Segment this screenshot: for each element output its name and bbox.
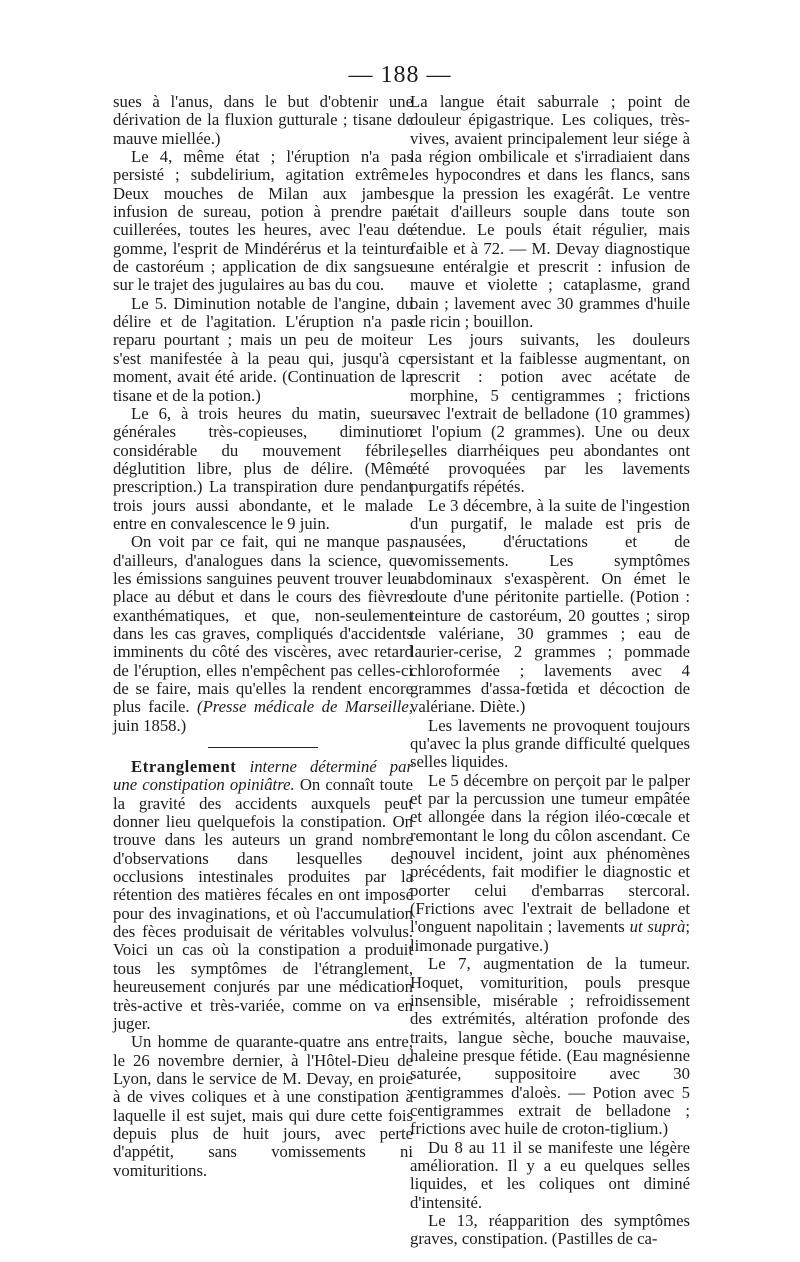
- source-date: juin 1858.): [113, 715, 187, 735]
- right-column: [410, 93, 690, 1249]
- paragraph: Le 5. Diminution notable de l'angine, du délire et de l'agitation. L'éruption n'a pas reparu pourtant ; mais un peu de moiteur s'est manifestée à la peau qui, jusqu'à ce moment, avait été aride. (Continuation de la tisane et de la potion.): [113, 293, 413, 405]
- paragraph-text-end: ; limonade purgative.): [410, 917, 691, 955]
- paragraph: Le 7, augmentation de la tumeur. Hoquet, vomiturition, pouls presque insensible, misérable ; refroidissement des extrémités, altération profonde des traits, langue sèche, bouche mauvaise, haleine presque fétide. (Eau magnésienne saturée, suppositoire avec 30 centigrammes d'aloès. — Potion avec 5 centigrammes extrait de belladone ; frictions avec huile de croton-tiglium.): [410, 954, 690, 1139]
- paragraph-with-citation: [113, 533, 413, 735]
- article-title: Etranglement: [131, 757, 237, 777]
- paragraph: [410, 772, 690, 955]
- paragraph: Le 13, réapparition des symptômes graves, constipation. (Pastilles de ca-: [410, 1210, 690, 1249]
- source-citation: (Presse médicale de Marseille,: [197, 697, 413, 717]
- article-paragraph: [113, 758, 413, 1033]
- paragraph: Du 8 au 11 il se manifeste une légère amélioration. Il y a eu quelques selles liquides, et les coliques ont diminé d'intensité.: [410, 1137, 690, 1212]
- paragraph: Les jours suivants, les douleurs persistant et la faiblesse augmentant, on prescrit : potion avec acétate de morphine, 5 centigrammes ; frictions avec l'extrait de belladone (10 grammes) et l'opium (2 grammes). Une ou deux selles diarrhéiques peu abondantes ont été provoquées par les lavements purgatifs répétés.: [410, 330, 690, 497]
- page-number: — 188 —: [348, 62, 452, 88]
- paragraph-italic-text: ut suprà: [629, 917, 686, 937]
- paragraph: sues à l'anus, dans le but d'obtenir une dérivation de la fluxion gutturale ; tisane de mauve miellée.): [113, 92, 413, 148]
- paragraph: La langue était saburrale ; point de douleur épigastrique. Les coliques, très-vives, avaient principalement leur siége à la région ombilicale et s'irradiaient dans les hypocondres et dans les flancs, sans que la pression les exagérât. Le ventre était d'ailleurs souple dans toute son étendue. Le pouls était régulier, mais faible et à 72. — M. Devay diagnostique une entéralgie et prescrit : infusion de mauve et violette ; cataplasme, grand bain ; lavement avec 30 grammes d'huile de ricin ; bouillon.: [410, 92, 690, 332]
- article-subtitle: interne déterminé par une constipation opiniâtre.: [113, 757, 413, 795]
- paragraph: Un homme de quarante-quatre ans entre, le 26 novembre dernier, à l'Hôtel-Dieu de Lyon, dans le service de M. Devay, en proie à de vives coliques et à une constipation à laquelle il est sujet, mais qui dure cette fois depuis plus de huit jours, avec perte d'appétit, sans vomissements ni vomituritions.: [113, 1032, 413, 1180]
- section-divider: [208, 747, 318, 748]
- paragraph: Le 3 décembre, à la suite de l'ingestion d'un purgatif, le malade est pris de nausées, d'éructations et de vomissements. Les symptômes abdominaux s'exaspèrent. On émet le doute d'une péritonite partielle. (Potion : teinture de castoréum, 20 gouttes ; sirop de valériane, 30 grammes ; eau de laurier-cerise, 2 grammes ; pommade chloroformée ; lavements avec 4 grammes d'assa-fœtida et décoction de valériane. Diète.): [410, 495, 690, 717]
- left-column: [113, 93, 413, 1180]
- paragraph-text: Le 5 décembre on perçoit par le palper et par la percussion une tumeur empâtée et allongée dans la région iléo-cœcale et remontant le long du côlon ascendant. Ce nouvel incident, joint aux phénomènes précédents, fait modifier le diagnostic et porter celui d'embarras stercoral. (Frictions avec l'extrait de belladone et l'onguent napolitain ; lavements: [410, 770, 690, 937]
- paragraph: Les lavements ne provoquent toujours qu'avec la plus grande difficulté quelques selles liquides.: [410, 715, 690, 772]
- paragraph-text: On voit par ce fait, qui ne manque pas, d'ailleurs, d'analogues dans la science, que les émissions sanguines peuvent trouver leur place au début et dans le cours des fièvres exanthématiques, et que, non-seulement dans les cas graves, compliqués d'accidents imminents du côté des viscères, avec retard de l'éruption, elles n'empêchent pas celles-ci de se faire, mais qu'elles la rendent encore plus facile.: [113, 532, 413, 717]
- article-intro: On connaît toute la gravité des accidents auxquels peut donner lieu quelquefois la constipation. On trouve dans les auteurs un grand nombre d'observations dans lesquelles des occlusions intestinales produites par la rétention des matières fécales en ont imposé pour des invaginations, et où l'accumulation des fèces produisait de véritables volvulus. Voici un cas où la constipation a produit tous les symptômes de l'étranglement, heureusement conjurés par une médication très-active et très-variée, comme on va en juger.: [113, 775, 413, 1033]
- paragraph: Le 4, même état ; l'éruption n'a pas persisté ; subdelirium, agitation extrême. Deux mouches de Milan aux jambes, infusion de sureau, potion à prendre par cuillerées, toutes les heures, avec l'eau de gomme, l'esprit de Mindérérus et la teinture de castoréum ; application de dix sangsues sur le trajet des jugulaires au bas du cou.: [113, 147, 413, 295]
- paragraph: Le 6, à trois heures du matin, sueurs générales très-copieuses, diminution considérable du mouvement fébrile, déglutition libre, plus de délire. (Même prescription.) La transpiration dure pendant trois jours aussi abondante, et le malade entre en convalescence le 9 juin.: [113, 403, 413, 533]
